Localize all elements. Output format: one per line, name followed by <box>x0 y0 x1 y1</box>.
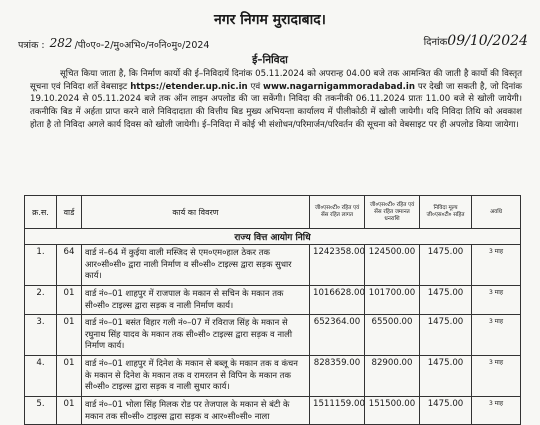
cell-period: 3 माह <box>472 245 521 286</box>
patrank-label: पत्रांक : <box>18 40 45 51</box>
table-row <box>25 356 521 397</box>
cell-cost: 1016628.00 <box>310 286 365 315</box>
cell-ward: 01 <box>57 356 82 397</box>
cell-period: 3 माह <box>472 397 521 425</box>
cell-deposit: 65500.00 <box>365 315 420 356</box>
cell-description: वार्ड नं०–01 भोला सिंह मिलक रोड पर तेजपाल के मकान से बंटी के मकान तक सी०सी० टाइल्स द्वारा सड़क व आर०सी०सी० नाला <box>82 397 310 425</box>
header-ward: वार्ड <box>57 196 82 229</box>
table-row <box>25 245 521 286</box>
table-header-row <box>25 196 521 229</box>
cell-cost: 1511159.00 <box>310 397 365 425</box>
cell-description: वार्ड नं०–01 शाहपुर में राजपाल के मकान से सचिन के मकान तक सी०सी० टाइल्स द्वारा सड़क व नाली निर्माण कार्य। <box>82 286 310 315</box>
patrank-number: 282 <box>49 36 73 50</box>
header-deposit: जी०एस०टी० रहित एवं सेंस रहित जमानत धनराशि <box>365 196 420 229</box>
cell-deposit: 101700.00 <box>365 286 420 315</box>
cell-period: 3 माह <box>472 356 521 397</box>
cell-deposit: 151500.00 <box>365 397 420 425</box>
cell-sno: 3. <box>25 315 57 356</box>
cell-fee: 1475.00 <box>420 245 472 286</box>
header-period: अवधि <box>472 196 521 229</box>
date-value: 09/10/2024 <box>447 33 528 49</box>
date-label: दिनांक <box>423 37 448 48</box>
cell-sno: 1. <box>25 245 57 286</box>
reference-number <box>18 37 209 51</box>
cell-fee: 1475.00 <box>420 315 472 356</box>
notice-paragraph <box>30 68 522 132</box>
cell-cost: 652364.00 <box>310 315 365 356</box>
cell-sno: 2. <box>25 286 57 315</box>
table-row <box>25 397 521 425</box>
cell-ward: 01 <box>57 315 82 356</box>
date-block <box>424 33 528 49</box>
cell-ward: 01 <box>57 286 82 315</box>
tender-table <box>24 195 521 425</box>
cell-deposit: 124500.00 <box>365 245 420 286</box>
cell-sno: 5. <box>25 397 57 425</box>
cell-period: 3 माह <box>472 315 521 356</box>
cell-fee: 1475.00 <box>420 356 472 397</box>
website-link-etender[interactable]: https://etender.up.nic.in <box>130 81 248 92</box>
cell-ward: 64 <box>57 245 82 286</box>
cell-cost: 828359.00 <box>310 356 365 397</box>
header-cost: जी०एस०टी० रहित एवं सेंस रहित लागत <box>310 196 365 229</box>
cell-sno: 4. <box>25 356 57 397</box>
cell-description: वार्ड नं–64 में कुईया वाली मस्जिद से एम०एम०हाल ठेकर तक आर०सी०सी० द्वारा नाली निर्माण व सी०सी० टाइल्स द्वारा सड़क सुधार कार्य। <box>82 245 310 286</box>
cell-deposit: 82900.00 <box>365 356 420 397</box>
cell-fee: 1475.00 <box>420 397 472 425</box>
website-link-nagarnigam[interactable]: www.nagarnigammoradabad.in <box>263 81 415 92</box>
table-row <box>25 286 521 315</box>
cell-ward: 01 <box>57 397 82 425</box>
cell-fee: 1475.00 <box>420 286 472 315</box>
cell-description: वार्ड नं०–01 शाहपुर में दिनेश के मकान से बब्लू के मकान तक व कंचन के मकान से दिनेश के मकान तक व रामरतन से विपिन के मकान तक सी०सी० टाइल्स द्वारा सड़क व नाली सुधार कार्य। <box>82 356 310 397</box>
paragraph-part-1: सूचित किया जाता है, कि निर्माण कार्यो की ई–निविदायें दिनांक 05.11.2024 को अपरान्ह 04.00 बजे तक आमन्त्रित की जाती है कार्यो की विस्तृत सूचना एवं निविदा शर्ते वेबसाइट <box>30 69 522 92</box>
cell-cost: 1242358.00 <box>310 245 365 286</box>
paragraph-part-2: एवं <box>250 81 261 92</box>
header-description: कार्य का विवरण <box>82 196 310 229</box>
table-row <box>25 315 521 356</box>
reference-suffix: /पी०ए०-2/मु०अभि०/न०नि०मु०/2024 <box>74 40 210 51</box>
table-section-row <box>25 229 521 245</box>
paragraph-part-3: पर देखी जा सकती है, जो दिनांक 19.10.2024 से 05.11.2024 बजे तक ऑन लाइन अपलोड की जा सकेंगी। निविदा की तकनीकी 06.11.2024 प्रातः 11.00 बजे से खोली जायेगी। तकनीकि बिड में अर्हता प्राप्त करने वाले निविदादाता की वित्तीय बिड मुख्य अभियन्ता कार्यालय में पीलीकोठी में खोली जायेगी। यदि निविदा तिथि को अवकाश होता है तो निविदा अगले कार्य दिवस को खोली जायेगी। ई–निविदा में कोई भी संशोधन/परिमार्जन/परिवर्तन की सूचना को वेबसाइट पर ही अपलोड किया जायेगा। <box>30 81 522 130</box>
cell-description: वार्ड नं०–01 बसंत विहार गली नं०–07 में रविराज सिंह के मकान से रघुनाथ सिंह यादव के मकान तक सी०सी० टाइल्स द्वारा सड़क व नाली निर्माण कार्य। <box>82 315 310 356</box>
section-title: राज्य वित्त आयोग निधि <box>25 229 521 245</box>
document-type-heading: ई–निविदा <box>252 54 288 66</box>
organization-title: नगर निगम मुरादाबाद। <box>214 12 326 28</box>
header-sno: क्र.स. <box>25 196 57 229</box>
header-fee: निविदा मूल्य जी०एस०टी० सहित <box>420 196 472 229</box>
cell-period: 3 माह <box>472 286 521 315</box>
